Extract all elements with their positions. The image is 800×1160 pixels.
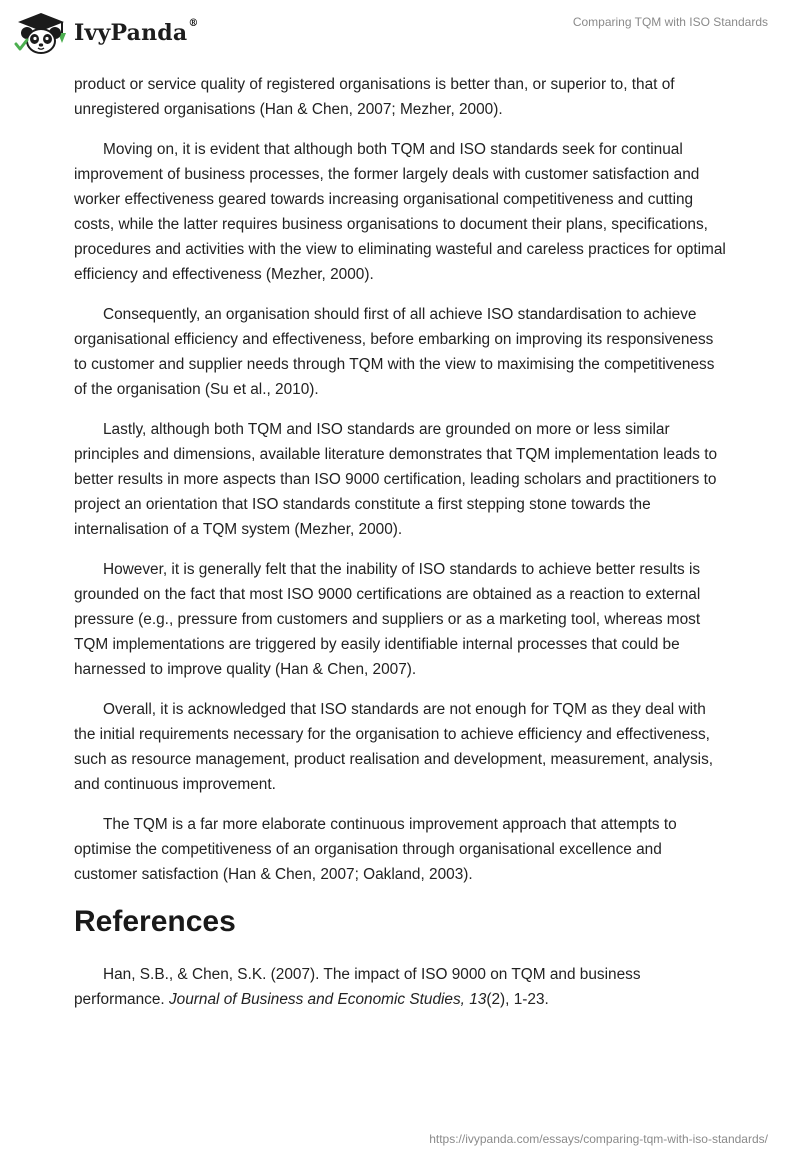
reference-journal: Journal of Business and Economic Studies, 13	[168, 991, 487, 1008]
reference-entry	[74, 962, 726, 1012]
brand-name: IvyPanda®	[74, 18, 199, 46]
paragraph: Moving on, it is evident that although both TQM and ISO standards seek for continual improvement of business processes, the former largely deals with customer satisfaction and worker effectiveness geared towards increasing organisational competitiveness and cutting costs, while the latter requires business organisations to document their plans, specifications, procedures and activities with the view to eliminating wasteful and careless practices for optimal efficiency and effectiveness (Mezher, 2000).	[74, 141, 726, 283]
reference-tail: (2), 1-23.	[486, 991, 549, 1008]
reference-lead: Han, S.B., & Chen, S.K. (2007). The impact of ISO 9000 on TQM and business performance.	[74, 966, 641, 1008]
source-url[interactable]: https://ivypanda.com/essays/comparing-tqm-with-iso-standards/	[429, 1132, 768, 1146]
essay-content	[74, 72, 726, 1012]
brand-logo[interactable]	[14, 8, 199, 58]
paragraph: However, it is generally felt that the inability of ISO standards to achieve better results is grounded on the fact that most ISO 9000 certifications are obtained as a reaction to external pressure (e.g., pressure from customers and suppliers or as a marketing tool, whereas most TQM implementations are triggered by easily identifiable internal processes that could be harnessed to improve quality (Han & Chen, 2007).	[74, 561, 701, 678]
paragraph: Overall, it is acknowledged that ISO standards are not enough for TQM as they deal with the initial requirements necessary for the organisation to achieve efficiency and effectiveness, such as resource management, product realisation and development, measurement, analysis, and continuous improvement.	[74, 701, 714, 793]
panda-graduate-logo-icon	[14, 11, 68, 55]
page-header	[0, 0, 800, 70]
paragraph: product or service quality of registered organisations is better than, or superior to, that of unregistered organisations (Han & Chen, 2007; Mezher, 2000).	[74, 76, 675, 118]
document-title: Comparing TQM with ISO Standards	[572, 15, 768, 29]
paragraph: Lastly, although both TQM and ISO standards are grounded on more or less similar principles and dimensions, available literature demonstrates that TQM implementation leads to better results in more aspects than ISO 9000 certification, leading scholars and practitioners to project an orientation that ISO standards constitute a first stepping stone towards the internalisation of a TQM system (Mezher, 2000).	[74, 421, 718, 538]
paragraph: Consequently, an organisation should first of all achieve ISO standardisation to achieve organisational efficiency and effectiveness, before embarking on improving its responsiveness to customer and supplier needs through TQM with the view to maximising the competitiveness of the organisation (Su et al., 2010).	[74, 306, 715, 398]
references-heading: References	[74, 905, 236, 938]
paragraph: The TQM is a far more elaborate continuous improvement approach that attempts to optimise the competitiveness of an organisation through organisational excellence and customer satisfaction (Han & Chen, 2007; Oakland, 2003).	[74, 816, 677, 883]
